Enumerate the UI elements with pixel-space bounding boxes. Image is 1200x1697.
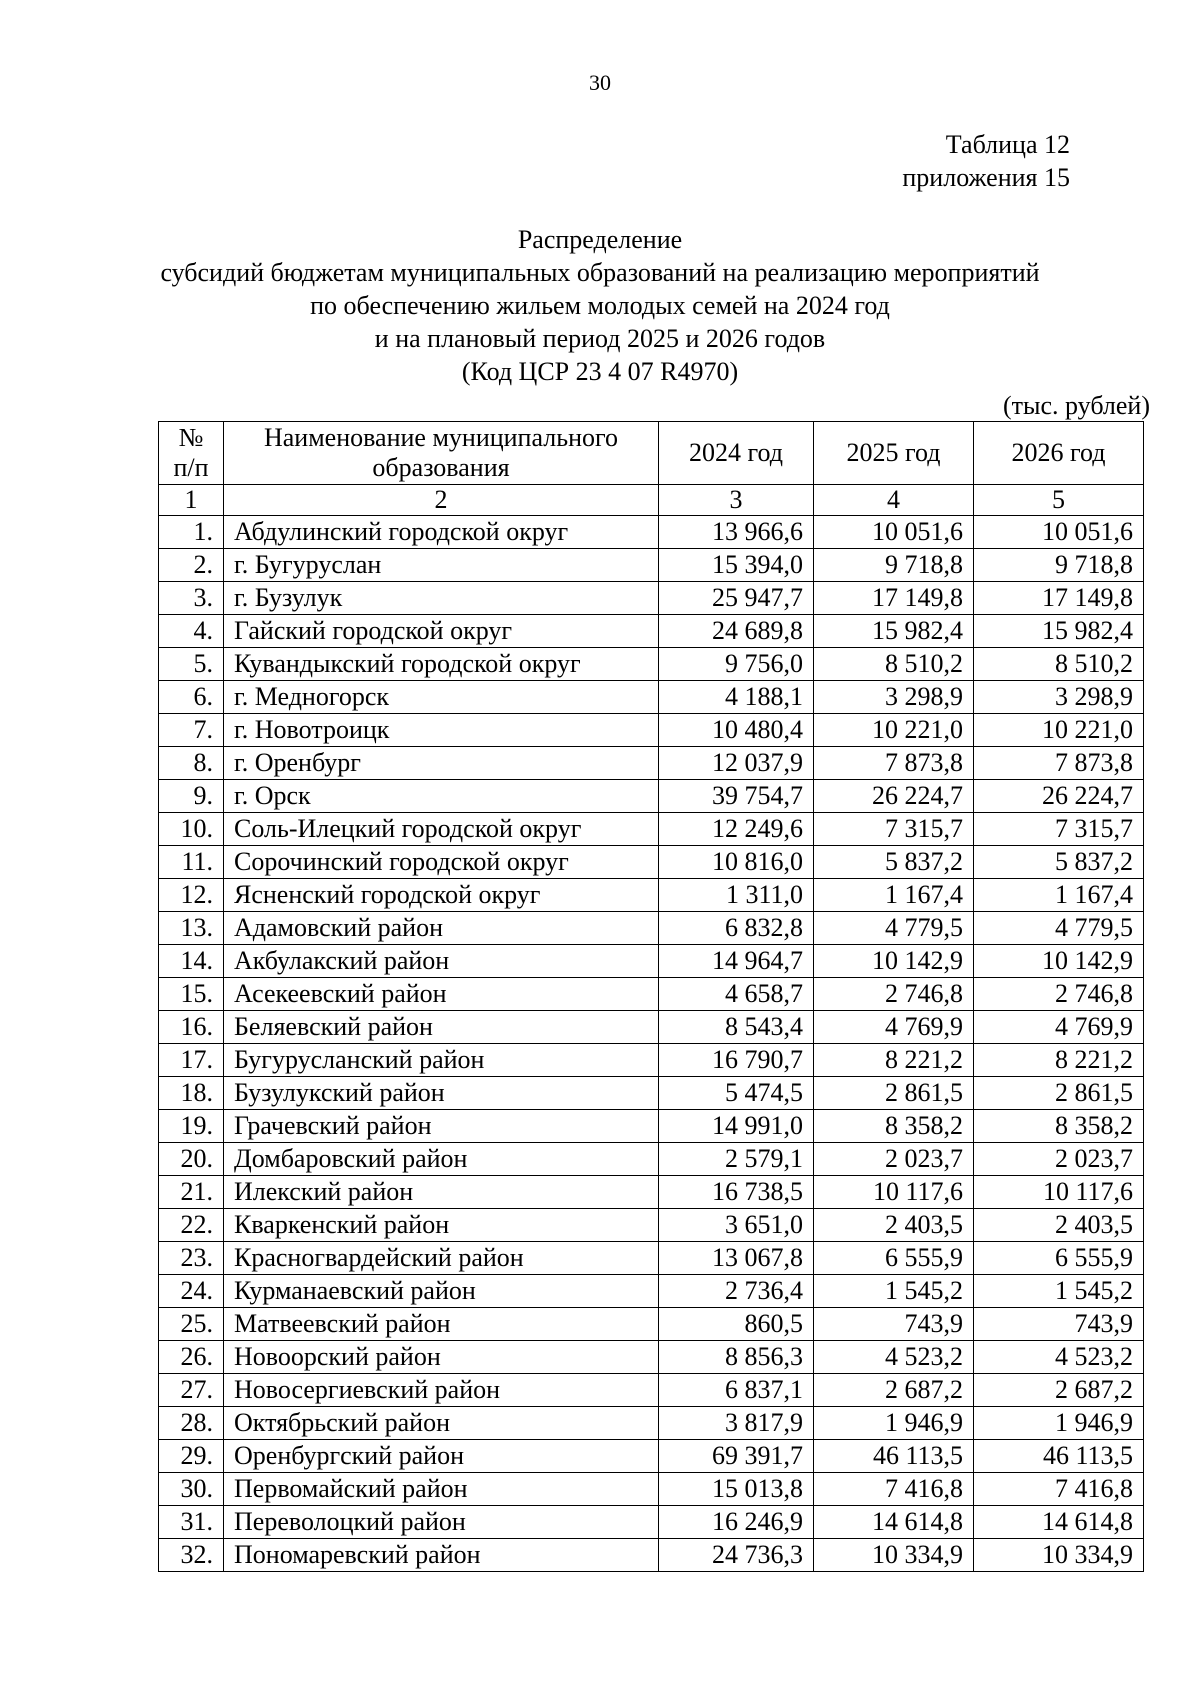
- value-2024: 69 391,7: [659, 1440, 814, 1473]
- table-row: [159, 1473, 1144, 1506]
- value-2025: 1 946,9: [814, 1407, 974, 1440]
- table-row: [159, 813, 1144, 846]
- table-row: [159, 747, 1144, 780]
- municipality-name: Октябрьский район: [224, 1407, 659, 1440]
- municipality-name: Домбаровский район: [224, 1143, 659, 1176]
- column-number-row: [159, 485, 1144, 516]
- municipality-name: Кваркенский район: [224, 1209, 659, 1242]
- value-2026: 10 051,6: [974, 516, 1144, 549]
- header-name: Наименование муниципального образования: [224, 422, 659, 485]
- value-2025: 4 769,9: [814, 1011, 974, 1044]
- value-2025: 5 837,2: [814, 846, 974, 879]
- municipality-name: г. Медногорск: [224, 681, 659, 714]
- municipality-name: Курманаевский район: [224, 1275, 659, 1308]
- value-2025: 8 358,2: [814, 1110, 974, 1143]
- value-2026: 9 718,8: [974, 549, 1144, 582]
- value-2026: 7 873,8: [974, 747, 1144, 780]
- municipality-name: Асекеевский район: [224, 978, 659, 1011]
- row-number: 8.: [159, 747, 224, 780]
- value-2026: 17 149,8: [974, 582, 1144, 615]
- value-2024: 3 651,0: [659, 1209, 814, 1242]
- row-number: 5.: [159, 648, 224, 681]
- municipality-name: г. Орск: [224, 780, 659, 813]
- municipality-name: Гайский городской округ: [224, 615, 659, 648]
- table-row: [159, 516, 1144, 549]
- header-2026: 2026 год: [974, 422, 1144, 485]
- municipality-name: Первомайский район: [224, 1473, 659, 1506]
- value-2024: 1 311,0: [659, 879, 814, 912]
- value-2026: 4 779,5: [974, 912, 1144, 945]
- value-2024: 6 837,1: [659, 1374, 814, 1407]
- municipality-name: Новоорский район: [224, 1341, 659, 1374]
- row-number: 17.: [159, 1044, 224, 1077]
- value-2026: 3 298,9: [974, 681, 1144, 714]
- municipality-name: г. Оренбург: [224, 747, 659, 780]
- table-row: [159, 1077, 1144, 1110]
- value-2026: 2 687,2: [974, 1374, 1144, 1407]
- title-line: Распределение: [517, 225, 683, 254]
- title-line: и на плановый период 2025 и 2026 годов: [374, 324, 826, 353]
- title-line: (Код ЦСР 23 4 07 R4970): [461, 357, 739, 386]
- row-number: 31.: [159, 1506, 224, 1539]
- municipality-name: Пономаревский район: [224, 1539, 659, 1572]
- municipality-name: Кувандыкский городской округ: [224, 648, 659, 681]
- value-2025: 2 746,8: [814, 978, 974, 1011]
- row-number: 29.: [159, 1440, 224, 1473]
- value-2025: 6 555,9: [814, 1242, 974, 1275]
- title-line: по обеспечению жильем молодых семей на 2024 год: [310, 291, 890, 320]
- header-2025: 2025 год: [814, 422, 974, 485]
- value-2024: 8 856,3: [659, 1341, 814, 1374]
- value-2026: 10 117,6: [974, 1176, 1144, 1209]
- units-label: (тыс. рублей): [1002, 391, 1150, 420]
- table-header-row: [159, 422, 1144, 485]
- municipality-name: Соль-Илецкий городской округ: [224, 813, 659, 846]
- value-2026: 10 334,9: [974, 1539, 1144, 1572]
- municipality-name: Беляевский район: [224, 1011, 659, 1044]
- row-number: 11.: [159, 846, 224, 879]
- value-2024: 16 246,9: [659, 1506, 814, 1539]
- row-number: 14.: [159, 945, 224, 978]
- table-row: [159, 780, 1144, 813]
- table-row: [159, 681, 1144, 714]
- value-2025: 2 403,5: [814, 1209, 974, 1242]
- row-number: 2.: [159, 549, 224, 582]
- table-row: [159, 1506, 1144, 1539]
- value-2024: 25 947,7: [659, 582, 814, 615]
- value-2026: 6 555,9: [974, 1242, 1144, 1275]
- value-2024: 12 249,6: [659, 813, 814, 846]
- value-2025: 4 779,5: [814, 912, 974, 945]
- value-2024: 10 816,0: [659, 846, 814, 879]
- value-2024: 5 474,5: [659, 1077, 814, 1110]
- value-2025: 26 224,7: [814, 780, 974, 813]
- row-number: 25.: [159, 1308, 224, 1341]
- value-2024: 13 966,6: [659, 516, 814, 549]
- table-row: [159, 1242, 1144, 1275]
- value-2026: 10 221,0: [974, 714, 1144, 747]
- row-number: 6.: [159, 681, 224, 714]
- value-2024: 8 543,4: [659, 1011, 814, 1044]
- table-row: [159, 978, 1144, 1011]
- value-2024: 2 579,1: [659, 1143, 814, 1176]
- value-2026: 2 023,7: [974, 1143, 1144, 1176]
- table-row: [159, 1440, 1144, 1473]
- table-row: [159, 1374, 1144, 1407]
- value-2025: 10 221,0: [814, 714, 974, 747]
- table-row: [159, 1275, 1144, 1308]
- value-2024: 24 736,3: [659, 1539, 814, 1572]
- document-title: [0, 223, 1200, 388]
- value-2024: 24 689,8: [659, 615, 814, 648]
- value-2026: 2 746,8: [974, 978, 1144, 1011]
- value-2025: 2 687,2: [814, 1374, 974, 1407]
- value-2025: 10 117,6: [814, 1176, 974, 1209]
- municipality-name: Абдулинский городской округ: [224, 516, 659, 549]
- municipality-name: Новосергиевский район: [224, 1374, 659, 1407]
- value-2024: 16 790,7: [659, 1044, 814, 1077]
- table-row: [159, 912, 1144, 945]
- column-number: 3: [659, 485, 814, 516]
- row-number: 1.: [159, 516, 224, 549]
- value-2025: 1 545,2: [814, 1275, 974, 1308]
- row-number: 13.: [159, 912, 224, 945]
- row-number: 4.: [159, 615, 224, 648]
- value-2025: 2 861,5: [814, 1077, 974, 1110]
- municipality-name: Грачевский район: [224, 1110, 659, 1143]
- table-row: [159, 1209, 1144, 1242]
- municipality-name: Ясненский городской округ: [224, 879, 659, 912]
- value-2026: 2 861,5: [974, 1077, 1144, 1110]
- row-number: 12.: [159, 879, 224, 912]
- table-row: [159, 879, 1144, 912]
- value-2025: 2 023,7: [814, 1143, 974, 1176]
- value-2024: 15 394,0: [659, 549, 814, 582]
- value-2026: 4 523,2: [974, 1341, 1144, 1374]
- table-row: [159, 549, 1144, 582]
- value-2026: 7 315,7: [974, 813, 1144, 846]
- value-2024: 15 013,8: [659, 1473, 814, 1506]
- value-2025: 7 315,7: [814, 813, 974, 846]
- value-2024: 14 991,0: [659, 1110, 814, 1143]
- value-2024: 10 480,4: [659, 714, 814, 747]
- row-number: 30.: [159, 1473, 224, 1506]
- municipality-name: г. Бузулук: [224, 582, 659, 615]
- value-2026: 10 142,9: [974, 945, 1144, 978]
- value-2026: 8 221,2: [974, 1044, 1144, 1077]
- value-2025: 7 873,8: [814, 747, 974, 780]
- table-row: [159, 1110, 1144, 1143]
- value-2026: 1 946,9: [974, 1407, 1144, 1440]
- table-row: [159, 615, 1144, 648]
- value-2025: 4 523,2: [814, 1341, 974, 1374]
- value-2024: 39 754,7: [659, 780, 814, 813]
- row-number: 27.: [159, 1374, 224, 1407]
- row-number: 9.: [159, 780, 224, 813]
- value-2025: 743,9: [814, 1308, 974, 1341]
- row-number: 22.: [159, 1209, 224, 1242]
- value-2026: 15 982,4: [974, 615, 1144, 648]
- title-line: субсидий бюджетам муниципальных образований на реализацию мероприятий: [160, 258, 1040, 287]
- municipality-name: Акбулакский район: [224, 945, 659, 978]
- value-2025: 14 614,8: [814, 1506, 974, 1539]
- value-2025: 8 510,2: [814, 648, 974, 681]
- municipality-name: Илекский район: [224, 1176, 659, 1209]
- row-number: 26.: [159, 1341, 224, 1374]
- value-2024: 860,5: [659, 1308, 814, 1341]
- row-number: 10.: [159, 813, 224, 846]
- municipality-name: г. Новотроицк: [224, 714, 659, 747]
- municipality-name: Сорочинский городской округ: [224, 846, 659, 879]
- row-number: 20.: [159, 1143, 224, 1176]
- value-2026: 1 545,2: [974, 1275, 1144, 1308]
- value-2024: 4 188,1: [659, 681, 814, 714]
- value-2024: 14 964,7: [659, 945, 814, 978]
- value-2024: 9 756,0: [659, 648, 814, 681]
- value-2026: 8 358,2: [974, 1110, 1144, 1143]
- municipality-name: Матвеевский район: [224, 1308, 659, 1341]
- table-row: [159, 1341, 1144, 1374]
- table-row: [159, 1176, 1144, 1209]
- municipality-name: Оренбургский район: [224, 1440, 659, 1473]
- table-row: [159, 945, 1144, 978]
- value-2026: 5 837,2: [974, 846, 1144, 879]
- row-number: 3.: [159, 582, 224, 615]
- municipality-name: Переволоцкий район: [224, 1506, 659, 1539]
- column-number: 5: [974, 485, 1144, 516]
- value-2026: 8 510,2: [974, 648, 1144, 681]
- value-2025: 17 149,8: [814, 582, 974, 615]
- table-reference: [902, 128, 1070, 194]
- row-number: 16.: [159, 1011, 224, 1044]
- municipality-name: Бугурусланский район: [224, 1044, 659, 1077]
- table-reference-line: приложения 15: [902, 163, 1070, 192]
- table-reference-line: Таблица 12: [945, 130, 1070, 159]
- table-row: [159, 1143, 1144, 1176]
- municipality-name: Красногвардейский район: [224, 1242, 659, 1275]
- column-number: 1: [159, 485, 224, 516]
- value-2025: 15 982,4: [814, 615, 974, 648]
- table-row: [159, 846, 1144, 879]
- municipality-name: Адамовский район: [224, 912, 659, 945]
- value-2024: 3 817,9: [659, 1407, 814, 1440]
- table-body: [159, 516, 1144, 1572]
- row-number: 21.: [159, 1176, 224, 1209]
- value-2026: 46 113,5: [974, 1440, 1144, 1473]
- value-2026: 7 416,8: [974, 1473, 1144, 1506]
- value-2026: 2 403,5: [974, 1209, 1144, 1242]
- table-row: [159, 648, 1144, 681]
- value-2025: 3 298,9: [814, 681, 974, 714]
- value-2024: 6 832,8: [659, 912, 814, 945]
- value-2025: 7 416,8: [814, 1473, 974, 1506]
- row-number: 32.: [159, 1539, 224, 1572]
- page-number: 30: [589, 70, 611, 95]
- row-number: 18.: [159, 1077, 224, 1110]
- table-row: [159, 714, 1144, 747]
- value-2026: 743,9: [974, 1308, 1144, 1341]
- header-number: № п/п: [159, 422, 224, 485]
- table-row: [159, 1539, 1144, 1572]
- value-2025: 9 718,8: [814, 549, 974, 582]
- table-row: [159, 1407, 1144, 1440]
- value-2026: 26 224,7: [974, 780, 1144, 813]
- value-2024: 13 067,8: [659, 1242, 814, 1275]
- row-number: 24.: [159, 1275, 224, 1308]
- row-number: 23.: [159, 1242, 224, 1275]
- value-2025: 8 221,2: [814, 1044, 974, 1077]
- table-row: [159, 1011, 1144, 1044]
- header-2024: 2024 год: [659, 422, 814, 485]
- column-number: 2: [224, 485, 659, 516]
- value-2026: 1 167,4: [974, 879, 1144, 912]
- value-2026: 4 769,9: [974, 1011, 1144, 1044]
- distribution-table: [158, 421, 1144, 1572]
- row-number: 28.: [159, 1407, 224, 1440]
- municipality-name: г. Бугуруслан: [224, 549, 659, 582]
- value-2024: 2 736,4: [659, 1275, 814, 1308]
- value-2025: 10 051,6: [814, 516, 974, 549]
- row-number: 15.: [159, 978, 224, 1011]
- municipality-name: Бузулукский район: [224, 1077, 659, 1110]
- value-2024: 12 037,9: [659, 747, 814, 780]
- value-2024: 16 738,5: [659, 1176, 814, 1209]
- column-number: 4: [814, 485, 974, 516]
- table-row: [159, 1308, 1144, 1341]
- row-number: 7.: [159, 714, 224, 747]
- value-2025: 1 167,4: [814, 879, 974, 912]
- value-2025: 10 142,9: [814, 945, 974, 978]
- value-2026: 14 614,8: [974, 1506, 1144, 1539]
- table-row: [159, 1044, 1144, 1077]
- table-row: [159, 582, 1144, 615]
- value-2025: 10 334,9: [814, 1539, 974, 1572]
- value-2025: 46 113,5: [814, 1440, 974, 1473]
- value-2024: 4 658,7: [659, 978, 814, 1011]
- row-number: 19.: [159, 1110, 224, 1143]
